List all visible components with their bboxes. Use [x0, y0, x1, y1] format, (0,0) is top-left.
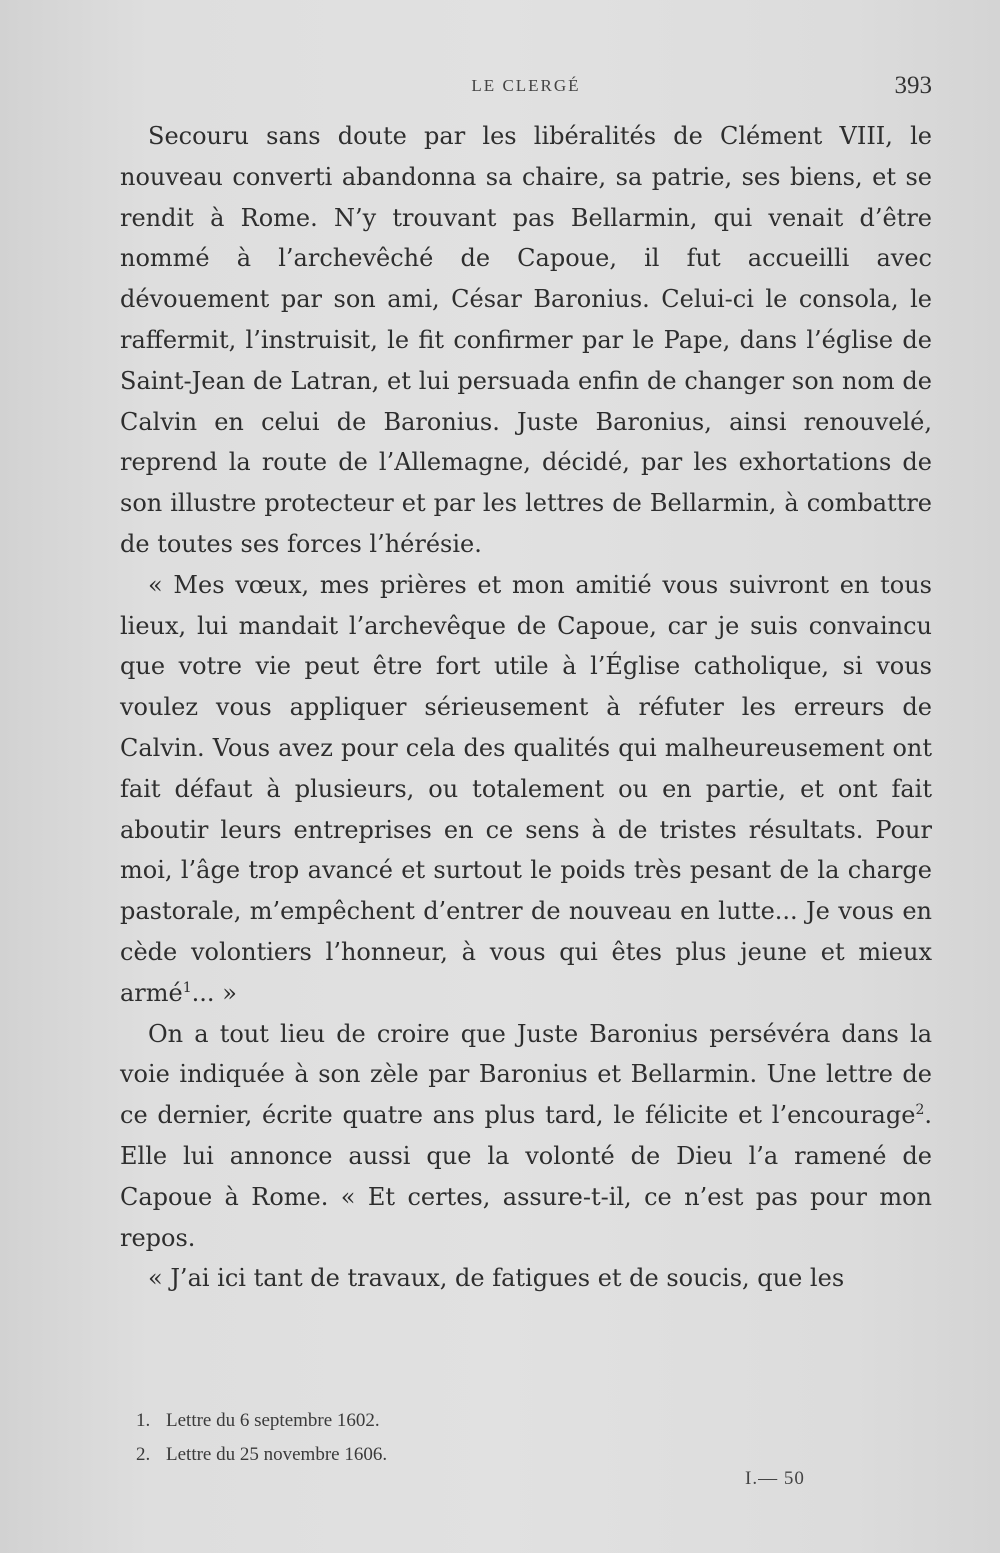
- paragraph-text-tail: ... »: [191, 978, 237, 1007]
- footnote-number: 1.: [136, 1410, 151, 1431]
- paragraph-text: Secouru sans doute par les libéralités de Clément VIII, le nouveau converti abandonna sa chaire, sa patrie, ses biens, et se rendit à Rome. N’y trouvant pas Bellarmin, qui venait d’être nommé à l’archevêché de Capoue, il fut accueilli avec dévouement par son ami, César Baronius. Celui-ci le consola, le raffermit, l’instruisit, le fit confirmer par le Pape, dans l’église de Saint-Jean de Latran, et lui persuada enfin de changer son nom de Calvin en celui de Baronius. Juste Baronius, ainsi renouvelé, reprend la route de l’Allemagne, décidé, par les exhortations de son illustre protecteur et par les lettres de Bellarmin, à combattre de toutes ses forces l’hérésie.: [120, 122, 932, 558]
- footnote-2: [136, 1438, 896, 1472]
- footnote-marker-1: 1: [182, 979, 192, 996]
- footnote-text: Lettre du 6 septembre 1602.: [166, 1410, 380, 1431]
- paragraph-4: [120, 1258, 932, 1299]
- page-header: [120, 72, 932, 102]
- body-text: [120, 116, 932, 1299]
- footnote-number: 2.: [136, 1444, 151, 1465]
- paragraph-text: « J’ai ici tant de travaux, de fatigues et de soucis, que les: [148, 1264, 845, 1293]
- running-head: LE CLERGÉ: [471, 76, 581, 95]
- paragraph-3: [120, 1014, 932, 1259]
- page-number: 393: [894, 72, 932, 99]
- footnotes: [136, 1404, 896, 1472]
- footnote-text: Lettre du 25 novembre 1606.: [166, 1444, 388, 1465]
- paragraph-text: On a tout lieu de croire que Juste Baronius persévéra dans la voie indiquée à son zèle par Baronius et Bellarmin. Une lettre de ce dernier, écrite quatre ans plus tard, le félicite et l’encourage: [120, 1019, 932, 1130]
- paragraph-2: [120, 565, 932, 1014]
- paragraph-1: [120, 116, 932, 565]
- signature-mark: I.— 50: [745, 1468, 805, 1489]
- paragraph-text-tail: . Elle lui annonce aussi que la volonté de Dieu l’a ramené de Capoue à Rome. « Et certes, assure-t-il, ce n’est pas pour mon repos.: [120, 1101, 932, 1252]
- paragraph-text: « Mes vœux, mes prières et mon amitié vous suivront en tous lieux, lui mandait l’archevêque de Capoue, car je suis convaincu que votre vie peut être fort utile à l’Église catholique, si vous voulez vous appliquer sérieusement à réfuter les erreurs de Calvin. Vous avez pour cela des qualités qui malheureusement ont fait défaut à plusieurs, ou totalement ou en partie, et ont fait aboutir leurs entreprises en ce sens à de tristes résultats. Pour moi, l’âge trop avancé et surtout le poids très pesant de la charge pastorale, m’empêchent d’entrer de nouveau en lutte... Je vous en cède volontiers l’honneur, à vous qui êtes plus jeune et mieux armé: [120, 570, 932, 1007]
- footnote-1: [136, 1404, 896, 1438]
- footnote-marker-2: 2: [915, 1102, 925, 1119]
